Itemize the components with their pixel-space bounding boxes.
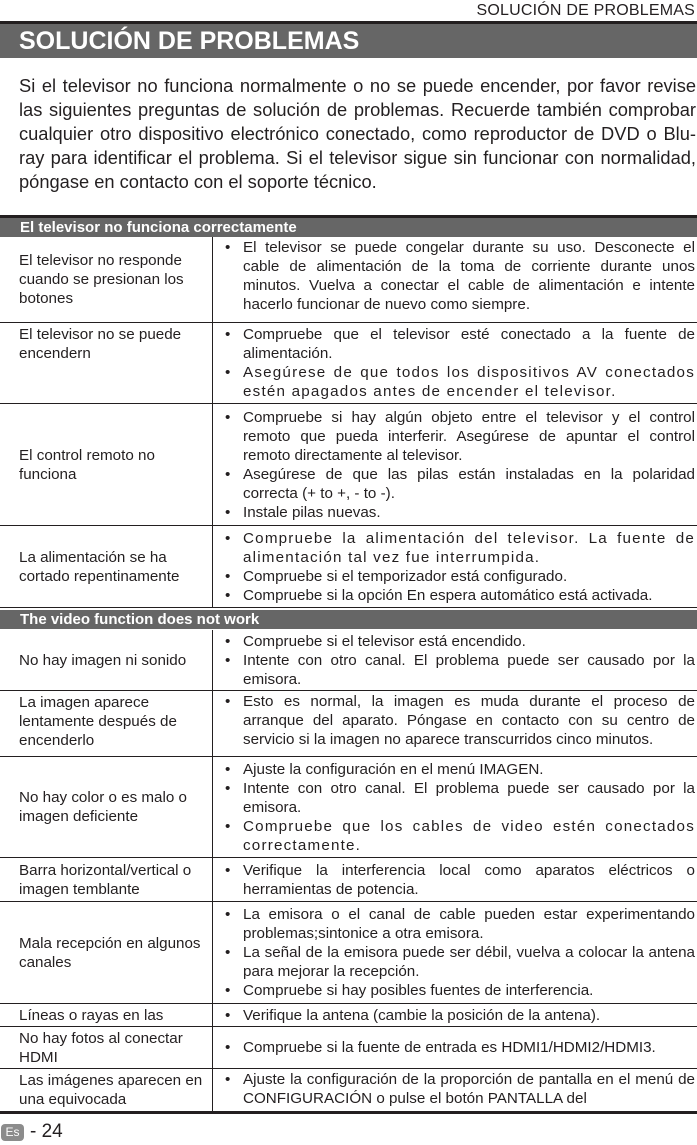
solution-item: • Asegúrese de que todos los dispositivos AV conectados estén apagados antes de encender el televisor.: [213, 363, 697, 401]
problem-cell: La alimentación se ha cortado repentinamente: [19, 548, 180, 585]
problem-cell: La imagen aparece lentamente después de encenderlo: [19, 694, 177, 749]
problem-cell: El televisor no responde cuando se presionan los botones: [19, 252, 184, 307]
problem-cell: No hay fotos al conectar HDMI: [19, 1029, 183, 1066]
language-badge: Es: [1, 1124, 24, 1141]
solution-item: • Ajuste la configuración en el menú IMAGEN.: [213, 760, 697, 779]
solution-item: • Esto es normal, la imagen es muda durante el proceso de arranque del aparato. Póngase en contacto con su centro de servicio si la imagen no aparece transcurridos cinco minutos.: [213, 692, 697, 749]
solution-cell: [213, 1004, 697, 1026]
solution-item: • Compruebe si el televisor está encendido.: [213, 632, 697, 651]
section-heading: El televisor no funciona correctamente: [0, 218, 697, 237]
solution-cell: [213, 902, 697, 1003]
section-heading: The video function does not work: [0, 610, 697, 629]
solution-cell: [213, 404, 697, 525]
page-number: - 24: [30, 1121, 63, 1142]
solution-item: • Intente con otro canal. El problema puede ser causado por la emisora.: [213, 779, 697, 817]
problem-cell: Líneas o rayas en las: [19, 1006, 164, 1024]
solution-item: • El televisor se puede congelar durante su uso. Desconecte el cable de alimentación de la toma de corriente durante unos minutos. Vuelva a conectar el cable de alimentación e intente hacerlo funcionar de nuevo como siempre.: [213, 238, 697, 314]
solution-item: • Compruebe la alimentación del televisor. La fuente de alimentación tal vez fue interrumpida.: [213, 529, 697, 567]
problem-cell: El televisor no se puede encendern: [19, 326, 182, 362]
solution-item: • La emisora o el canal de cable pueden estar experimentando problemas;sintonice a otra emisora.: [213, 905, 697, 943]
table-row: [0, 630, 697, 691]
intro-paragraph: Si el televisor no funciona normalmente o no se puede encender, por favor revise las siguientes preguntas de solución de problemas. Recuerde también comprobar cualquier otro dispositivo electrónico conectado, como reproductor de DVD o Blu-ray para identificar el problema. Si el televisor sigue sin funcionar con normalidad, póngase en contacto con el soporte técnico.: [19, 75, 696, 192]
solution-cell: [213, 323, 697, 403]
solution-item: • Verifique la antena (cambie la posición de la antena).: [213, 1006, 697, 1025]
solution-item: • Ajuste la configuración de la proporción de pantalla en el menú de CONFIGURACIÓN o pulse el botón PANTALLA del: [213, 1070, 697, 1108]
problem-cell: El control remoto no funciona: [19, 446, 155, 483]
solution-item: • Asegúrese de que las pilas están instaladas en la polaridad correcta (+ to +, - to -).: [213, 465, 697, 503]
solution-cell: [213, 858, 697, 901]
solution-cell: [213, 630, 697, 690]
solution-cell: [213, 691, 697, 756]
table-row: [0, 1004, 697, 1027]
solution-item: • Intente con otro canal. El problema puede ser causado por la emisora.: [213, 651, 697, 689]
solution-cell: [213, 526, 697, 607]
table-row: [0, 526, 697, 608]
solution-item: • Compruebe si hay algún objeto entre el televisor y el control remoto que pueda interferir. Asegúrese de apuntar el control remoto directamente al televisor.: [213, 408, 697, 465]
problem-cell: Barra horizontal/vertical o imagen temblante: [19, 861, 192, 898]
table-row: [0, 1069, 697, 1114]
table-row: [0, 404, 697, 526]
running-head: SOLUCIÓN DE PROBLEMAS: [476, 2, 695, 19]
solution-cell: [213, 757, 697, 857]
solution-item: • Compruebe si la fuente de entrada es HDMI1/HDMI2/HDMI3.: [213, 1038, 697, 1057]
table-row: [0, 323, 697, 404]
table-row: [0, 858, 697, 902]
solution-item: • Compruebe que los cables de video estén conectados correctamente.: [213, 817, 697, 855]
solution-item: • Compruebe si hay posibles fuentes de interferencia.: [213, 981, 697, 1000]
table-row: [0, 237, 697, 323]
solution-item: • La señal de la emisora puede ser débil, vuelva a colocar la antena para mejorar la recepción.: [213, 943, 697, 981]
problem-cell: No hay imagen ni sonido: [19, 651, 187, 669]
page-title: SOLUCIÓN DE PROBLEMAS: [0, 24, 697, 58]
table-row: [0, 1027, 697, 1069]
table-row: [0, 691, 697, 757]
solution-item: • Instale pilas nuevas.: [213, 503, 697, 522]
table-row: [0, 757, 697, 858]
problem-cell: No hay color o es malo o imagen deficiente: [19, 789, 187, 825]
table-row: [0, 902, 697, 1004]
solution-item: • Compruebe si el temporizador está configurado.: [213, 567, 697, 586]
solution-cell: [213, 237, 697, 322]
problem-cell: Las imágenes aparecen en una equivocada: [19, 1072, 203, 1108]
solution-cell: [213, 1027, 697, 1068]
solution-item: • Compruebe que el televisor esté conectado a la fuente de alimentación.: [213, 325, 697, 363]
problem-cell: Mala recepción en algunos canales: [19, 934, 201, 971]
solution-item: • Compruebe si la opción En espera automático está activada.: [213, 586, 697, 605]
solution-item: • Verifique la interferencia local como aparatos eléctricos o herramientas de potencia.: [213, 861, 697, 899]
solution-cell: [213, 1069, 697, 1111]
